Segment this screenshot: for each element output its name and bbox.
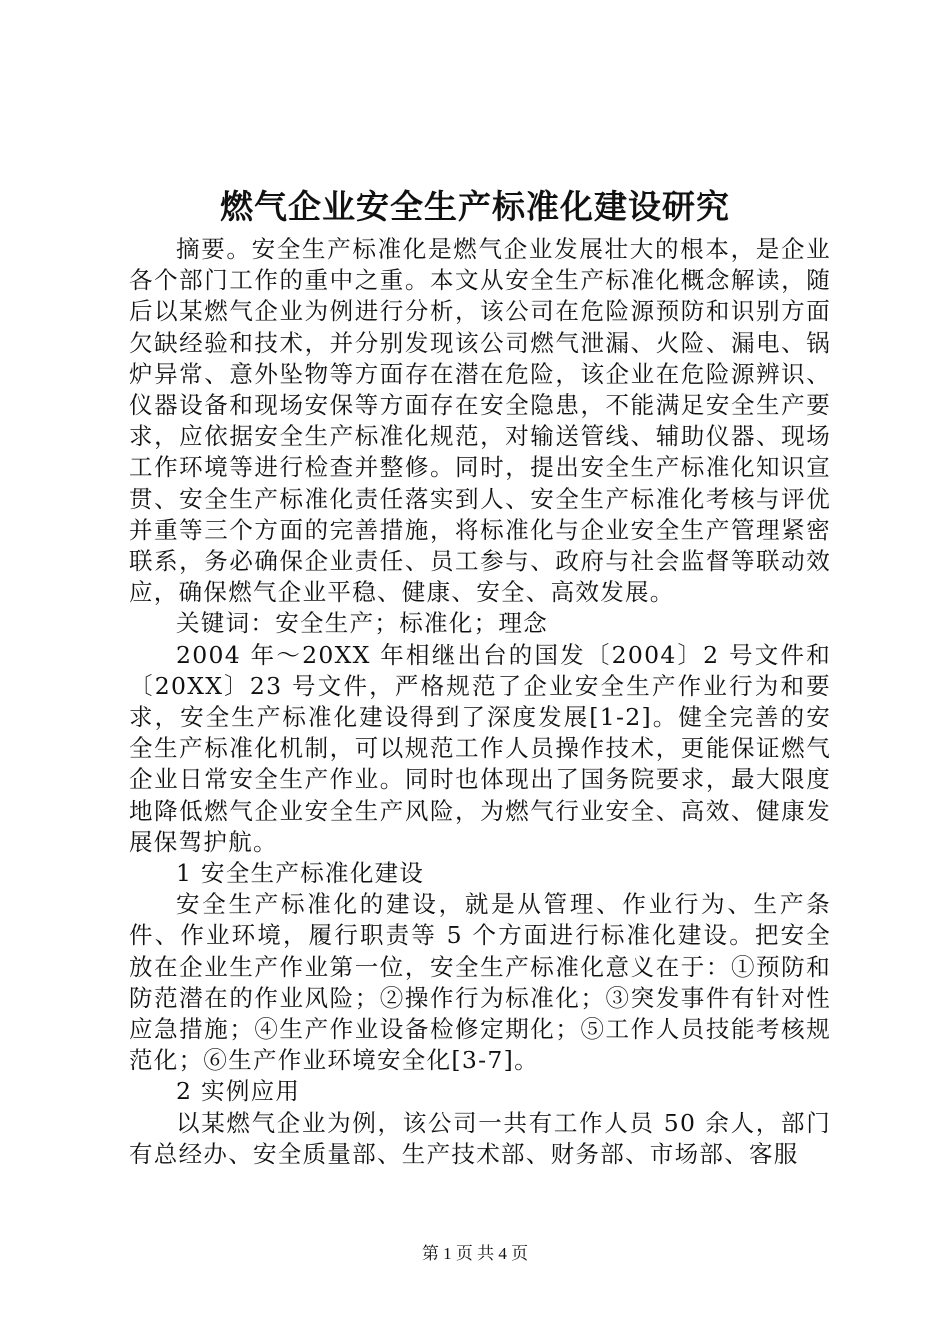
section-paragraph: 以某燃气企业为例，该公司一共有工作人员 50 余人，部门有总经办、安全质量部、生产技术部、财务部、市场部、客服 — [129, 1108, 831, 1168]
document-body — [129, 234, 831, 1170]
document-title: 燃气企业安全生产标准化建设研究 — [220, 187, 730, 226]
abstract-paragraph: 摘要。安全生产标准化是燃气企业发展壮大的根本，是企业各个部门工作的重中之重。本文从安全生产标准化概念解读，随后以某燃气企业为例进行分析，该公司在危险源预防和识别方面欠缺经验和技术，并分别发现该公司燃气泄漏、火险、漏电、锅炉异常、意外坠物等方面存在潜在危险，该企业在危险源辨识、仪器设备和现场安保等方面存在安全隐患，不能满足安全生产要求，应依据安全生产标准化规范，对输送管线、辅助仪器、现场工作环境等进行检查并整修。同时，提出安全生产标准化知识宣贯、安全生产标准化责任落实到人、安全生产标准化考核与评优并重等三个方面的完善措施，将标准化与企业安全生产管理紧密联系，务必确保企业责任、员工参与、政府与社会监督等联动效应，确保燃气企业平稳、健康、安全、高效发展。 — [129, 235, 831, 607]
section-heading: 2 实例应用 — [176, 1077, 301, 1106]
page-footer: 第 1 页 共 4 页 — [421, 1244, 529, 1263]
section-paragraph: 安全生产标准化的建设，就是从管理、作业行为、生产条件、作业环境，履行职责等 5 个方面进行标准化建设。把安全放在企业生产作业第一位，安全生产标准化意义在于：①预防和防范潜在的作业风险；②操作行为标准化；③突发事件有针对性应急措施；④生产作业设备检修定期化；⑤工作人员技能考核规范化；⑥生产作业环境安全化[3-7]。 — [129, 890, 831, 1075]
section-heading: 1 安全生产标准化建设 — [176, 859, 425, 888]
intro-paragraph: 2004 年～20XX 年相继出台的国发〔2004〕2 号文件和〔20XX〕23 号文件，严格规范了企业安全生产作业行为和要求，安全生产标准化建设得到了深度发展[1-2]。健全完善的安全生产标准化机制，可以规范工作人员操作技术，更能保证燃气企业日常安全生产作业。同时也体现出了国务院要求，最大限度地降低燃气企业安全生产风险，为燃气行业安全、高效、健康发展保驾护航。 — [129, 640, 831, 856]
keywords-paragraph: 关键词：安全生产；标准化；理念 — [176, 609, 548, 638]
